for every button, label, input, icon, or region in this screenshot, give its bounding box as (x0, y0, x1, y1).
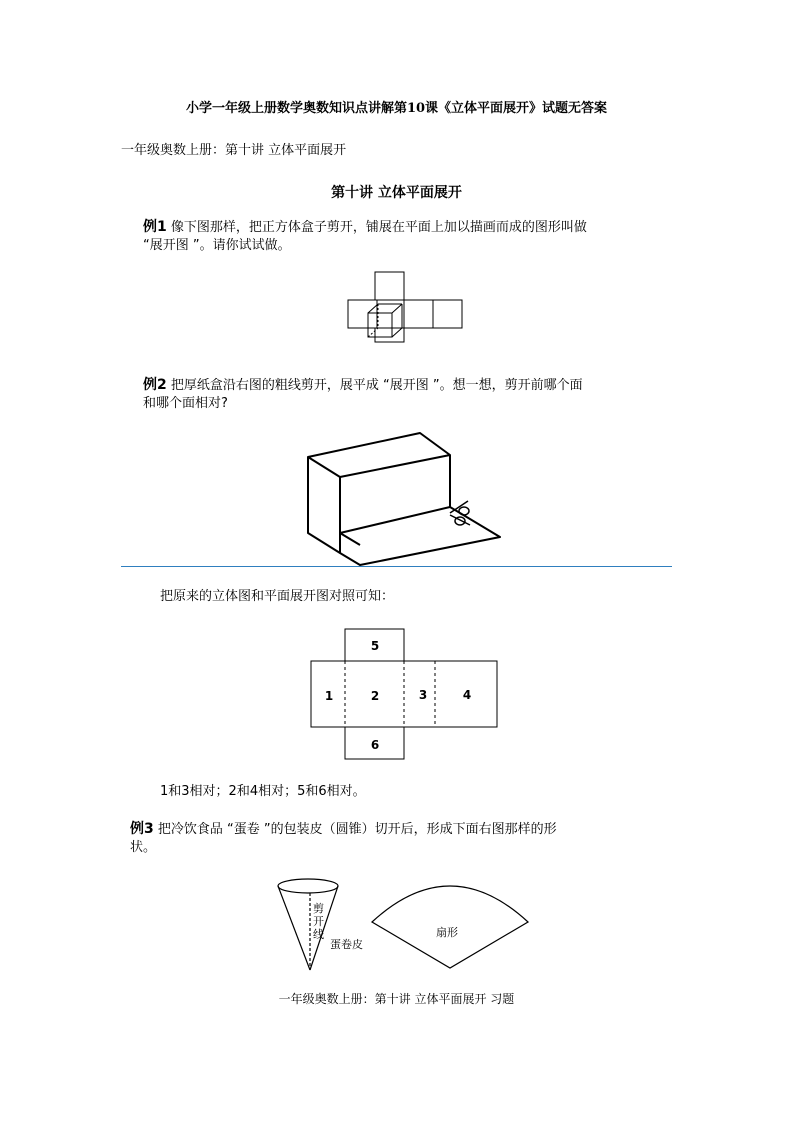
box-cutting-figure (300, 425, 510, 567)
example1-line2: “展开图 ”。请你试试做。 (143, 238, 291, 253)
subtitle: 一年级奥数上册：第十讲 立体平面展开 (121, 143, 347, 158)
face-4: 4 (462, 688, 472, 702)
face-2: 2 (370, 689, 380, 703)
section-divider (121, 566, 672, 567)
answer-text: 1和3相对；2和4相对；5和6相对。 (160, 784, 366, 799)
example2-line2: 和哪个面相对? (143, 396, 228, 411)
cut-line-label: 剪开线 (313, 902, 324, 941)
face-1: 1 (324, 689, 334, 703)
example1-paragraph (143, 218, 683, 255)
example2-line1: 把厚纸盒沿右图的粗线剪开，展平成 “展开图 ”。想一想，剪开前哪个面 (166, 378, 583, 393)
face-5: 5 (370, 639, 380, 653)
box-net-figure (310, 627, 502, 763)
example3-paragraph (130, 820, 690, 857)
example3-line1: 把冷饮食品 “蛋卷 ”的包装皮（圆锥）切开后，形成下面右图那样的形 (153, 822, 557, 837)
scissors-icon (450, 501, 470, 525)
example3-label: 例3 (130, 821, 154, 837)
sector-label: 扇形 (436, 926, 458, 939)
example2-paragraph (143, 376, 683, 413)
example3-line2: 状。 (130, 840, 157, 855)
document-title: 小学一年级上册数学奥数知识点讲解第10课《立体平面展开》试题无答案 (185, 101, 608, 116)
face-3: 3 (418, 688, 428, 702)
lecture-heading: 第十讲 立体平面展开 (331, 185, 462, 201)
cube-net-figure (340, 268, 470, 348)
example2-label: 例2 (143, 377, 167, 393)
wrapper-label: 蛋卷皮 (330, 938, 363, 951)
face-6: 6 (370, 738, 380, 752)
compare-text: 把原来的立体图和平面展开图对照可知： (160, 589, 395, 604)
cone-figure (270, 870, 540, 980)
example1-label: 例1 (143, 219, 167, 235)
example1-line1: 像下图那样，把正方体盒子剪开，铺展在平面上加以描画而成的图形叫做 (166, 220, 587, 235)
footer-text: 一年级奥数上册：第十讲 立体平面展开 习题 (278, 992, 515, 1006)
